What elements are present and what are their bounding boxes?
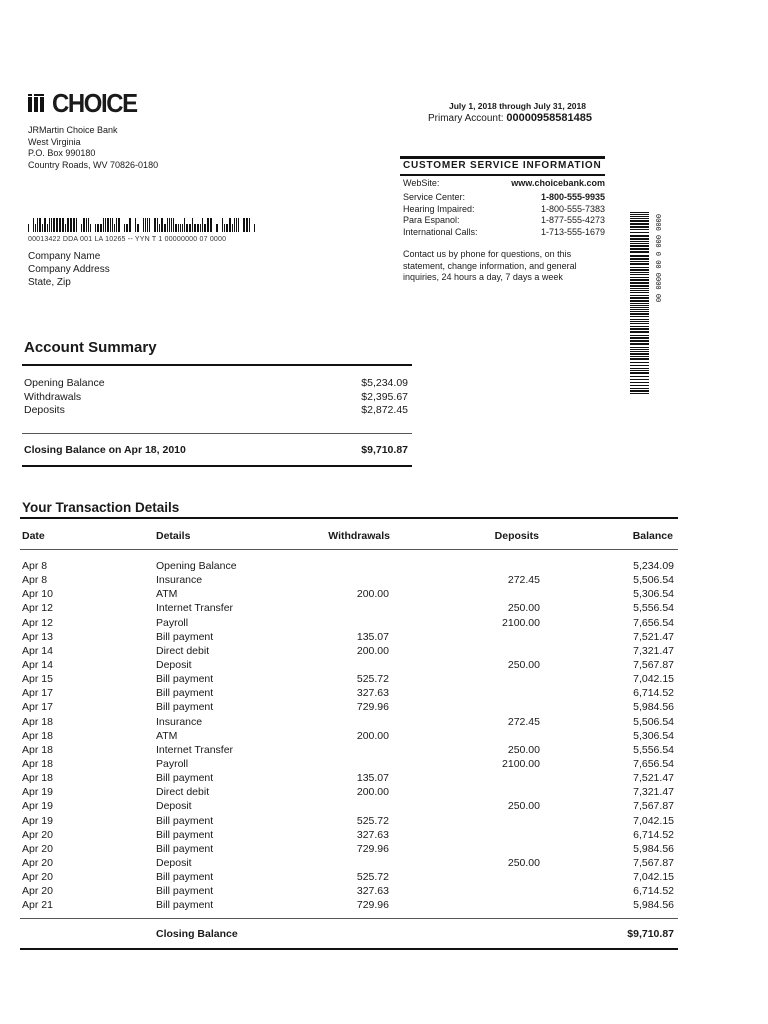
cell-date: Apr 12 <box>22 616 53 629</box>
primary-account-label: Primary Account: <box>427 113 504 124</box>
table-row <box>22 828 678 842</box>
cell-details: Deposit <box>156 856 192 869</box>
cell-withdrawal: 327.63 <box>356 828 389 841</box>
cell-details: Payroll <box>156 757 189 770</box>
cell-deposit: 272.45 <box>507 715 540 728</box>
cell-details: Deposit <box>156 800 192 813</box>
divider <box>20 948 678 950</box>
logo-mark-icon <box>28 94 50 112</box>
cell-withdrawal: 729.96 <box>356 899 389 912</box>
divider <box>400 174 605 176</box>
cell-date: Apr 12 <box>22 602 53 615</box>
cell-date: Apr 20 <box>22 842 53 855</box>
cell-deposit: 250.00 <box>507 856 540 869</box>
primary-account <box>380 112 592 124</box>
cell-balance: 5,556.54 <box>633 602 674 615</box>
cell-withdrawal: 327.63 <box>356 687 389 700</box>
cell-balance: 5,984.56 <box>633 701 674 714</box>
cell-balance: 5,306.54 <box>633 729 674 742</box>
bank-address: JRMartin Choice Bank West Virginia P.O. Box 990180 Country Roads, WV 70826-0180 <box>28 125 159 170</box>
cell-date: Apr 20 <box>22 856 53 869</box>
cell-withdrawal: 200.00 <box>356 644 389 657</box>
cell-date: Apr 14 <box>22 644 53 657</box>
cell-date: Apr 13 <box>22 630 53 643</box>
table-row <box>22 814 678 828</box>
cell-details: Internet Transfer <box>156 743 234 756</box>
side-barcode <box>630 212 661 396</box>
cell-balance: 7,567.87 <box>633 658 674 671</box>
table-row <box>22 785 678 799</box>
cell-date: Apr 17 <box>22 701 53 714</box>
cell-balance: 5,556.54 <box>633 743 674 756</box>
cell-balance: 5,306.54 <box>633 588 674 601</box>
cell-details: Bill payment <box>156 814 214 827</box>
table-row <box>22 616 678 630</box>
cell-balance: 6,714.52 <box>633 687 674 700</box>
divider <box>400 156 605 159</box>
cell-date: Apr 18 <box>22 772 53 785</box>
col-deposits: Deposits <box>494 530 539 542</box>
cell-details: Bill payment <box>156 687 214 700</box>
cell-date: Apr 10 <box>22 588 53 601</box>
cs-row-hearing-impaired: Hearing Impaired: 1-800-555-7383 <box>403 203 605 214</box>
cell-balance: 7,656.54 <box>633 616 674 629</box>
table-row <box>22 630 678 644</box>
table-row <box>22 686 678 700</box>
cell-balance: 7,042.15 <box>633 814 674 827</box>
cell-date: Apr 18 <box>22 743 53 756</box>
divider <box>22 433 412 434</box>
table-row <box>22 898 678 912</box>
cell-date: Apr 14 <box>22 658 53 671</box>
cell-details: Insurance <box>156 574 203 587</box>
account-summary-rows <box>24 377 408 418</box>
table-row <box>22 573 678 587</box>
cell-details: Direct debit <box>156 644 210 657</box>
cell-details: ATM <box>156 729 178 742</box>
recipient-address: Company Name Company Address State, Zip <box>28 251 110 288</box>
cell-date: Apr 20 <box>22 885 53 898</box>
cs-row-para-espanol: Para Espanol: 1-877-555-4273 <box>403 215 605 226</box>
cell-details: Bill payment <box>156 885 214 898</box>
cell-withdrawal: 327.63 <box>356 885 389 898</box>
table-row <box>22 799 678 813</box>
table-row <box>22 700 678 714</box>
cell-details: Bill payment <box>156 899 214 912</box>
website-link[interactable]: www.choicebank.com <box>511 178 605 188</box>
cell-date: Apr 18 <box>22 729 53 742</box>
divider <box>20 918 678 919</box>
cell-details: Bill payment <box>156 871 214 884</box>
cell-details: Bill payment <box>156 842 214 855</box>
cell-date: Apr 19 <box>22 800 53 813</box>
cell-date: Apr 18 <box>22 757 53 770</box>
cell-withdrawal: 135.07 <box>356 630 389 643</box>
cell-date: Apr 19 <box>22 814 53 827</box>
col-withdrawals: Withdrawals <box>328 530 390 542</box>
primary-account-number: 00000958581485 <box>506 112 592 124</box>
transactions-title: Your Transaction Details <box>22 500 180 515</box>
bank-logo <box>28 90 144 116</box>
mailing-barcode-number: 00013422 DDA 001 LA 10265 -- YYN T 1 00000000 07 0000 <box>28 236 227 243</box>
cell-withdrawal: 200.00 <box>356 729 389 742</box>
table-row <box>22 644 678 658</box>
summary-row-deposits: Deposits $2,872.45 <box>24 404 408 416</box>
table-row <box>22 658 678 672</box>
cell-date: Apr 18 <box>22 715 53 728</box>
cell-balance: 7,321.47 <box>633 644 674 657</box>
cell-date: Apr 20 <box>22 828 53 841</box>
mailing-barcode <box>28 218 258 232</box>
statement-period: July 1, 2018 through July 31, 2018 <box>448 101 586 111</box>
cell-balance: 7,656.54 <box>633 757 674 770</box>
cs-row-website: WebSite: www.choicebank.com <box>403 178 605 188</box>
summary-row-withdrawals: Withdrawals $2,395.67 <box>24 390 408 403</box>
table-row <box>22 870 678 884</box>
cell-balance: 6,714.52 <box>633 828 674 841</box>
table-row <box>22 757 678 771</box>
cell-balance: 7,521.47 <box>633 772 674 785</box>
cell-date: Apr 21 <box>22 899 53 912</box>
cell-date: Apr 8 <box>22 560 48 572</box>
cell-details: Internet Transfer <box>156 602 234 615</box>
table-row <box>22 587 678 601</box>
cell-deposit: 250.00 <box>507 743 540 756</box>
cell-details: Bill payment <box>156 772 214 785</box>
cell-details: Bill payment <box>156 630 214 643</box>
cell-balance: 6,714.52 <box>633 885 674 898</box>
cell-details: Opening Balance <box>156 560 237 572</box>
divider <box>22 364 412 366</box>
summary-closing-balance: Closing Balance on Apr 18, 2010 $9,710.87 <box>24 444 408 456</box>
cell-details: Bill payment <box>156 673 214 686</box>
cell-deposit: 2100.00 <box>502 757 540 770</box>
cell-details: Bill payment <box>156 701 214 714</box>
table-row <box>22 842 678 856</box>
cell-details: Payroll <box>156 616 189 629</box>
cell-date: Apr 19 <box>22 786 53 799</box>
table-row <box>22 856 678 870</box>
cell-details: Insurance <box>156 715 203 728</box>
table-row <box>22 672 678 686</box>
cell-withdrawal: 200.00 <box>356 786 389 799</box>
cell-withdrawal: 525.72 <box>356 673 389 686</box>
cell-balance: 5,984.56 <box>633 899 674 912</box>
cell-balance: 7,042.15 <box>633 871 674 884</box>
logo-text: CHOICE <box>52 88 137 118</box>
cell-deposit: 250.00 <box>507 658 540 671</box>
table-row <box>22 771 678 785</box>
cell-deposit: 272.45 <box>507 574 540 587</box>
cell-withdrawal: 729.96 <box>356 701 389 714</box>
customer-service-note: Contact us by phone for questions, on this statement, change information, and general inquiries, 24 hours a day, 7 days a week <box>403 249 577 283</box>
cell-deposit: 250.00 <box>507 800 540 813</box>
cell-deposit: 2100.00 <box>502 616 540 629</box>
table-row <box>22 729 678 743</box>
table-row <box>22 559 678 573</box>
cell-balance: 5,984.56 <box>633 842 674 855</box>
cell-withdrawal: 525.72 <box>356 814 389 827</box>
divider <box>22 465 412 467</box>
cell-details: Direct debit <box>156 786 210 799</box>
side-barcode-number: 0000 000 0 00 0000 00 <box>653 214 661 303</box>
cs-row-service-center: Service Center: 1-800-555-9935 <box>403 191 605 202</box>
transactions-table <box>22 559 678 913</box>
divider <box>20 517 678 519</box>
cell-details: Deposit <box>156 658 192 671</box>
cell-date: Apr 8 <box>22 574 48 587</box>
table-row <box>22 715 678 729</box>
cell-withdrawal: 200.00 <box>356 588 389 601</box>
summary-row-opening: Opening Balance $5,234.09 <box>24 377 408 389</box>
transactions-closing-balance: Closing Balance $9,710.87 <box>156 928 674 940</box>
table-row <box>22 601 678 615</box>
cell-date: Apr 15 <box>22 673 53 686</box>
customer-service-list <box>403 178 605 239</box>
cell-withdrawal: 525.72 <box>356 871 389 884</box>
col-date: Date <box>22 530 45 542</box>
cs-row-international: International Calls: 1-713-555-1679 <box>403 227 605 238</box>
cell-balance: 5,234.09 <box>633 560 674 572</box>
cell-balance: 7,321.47 <box>633 786 674 799</box>
table-row <box>22 884 678 898</box>
cell-balance: 5,506.54 <box>633 715 674 728</box>
cell-details: Bill payment <box>156 828 214 841</box>
cell-date: Apr 20 <box>22 871 53 884</box>
cell-balance: 5,506.54 <box>633 574 674 587</box>
cell-deposit: 250.00 <box>507 602 540 615</box>
cell-withdrawal: 135.07 <box>356 772 389 785</box>
cell-balance: 7,042.15 <box>633 673 674 686</box>
customer-service-title: CUSTOMER SERVICE INFORMATION <box>403 160 602 171</box>
cell-balance: 7,521.47 <box>633 630 674 643</box>
transactions-header <box>22 530 678 544</box>
cell-details: ATM <box>156 588 178 601</box>
cell-balance: 7,567.87 <box>633 856 674 869</box>
cell-date: Apr 17 <box>22 687 53 700</box>
table-row <box>22 743 678 757</box>
cell-balance: 7,567.87 <box>633 800 674 813</box>
divider <box>20 549 678 550</box>
cell-withdrawal: 729.96 <box>356 842 389 855</box>
col-details: Details <box>156 530 191 542</box>
account-summary-title: Account Summary <box>24 339 157 356</box>
col-balance: Balance <box>632 530 673 542</box>
